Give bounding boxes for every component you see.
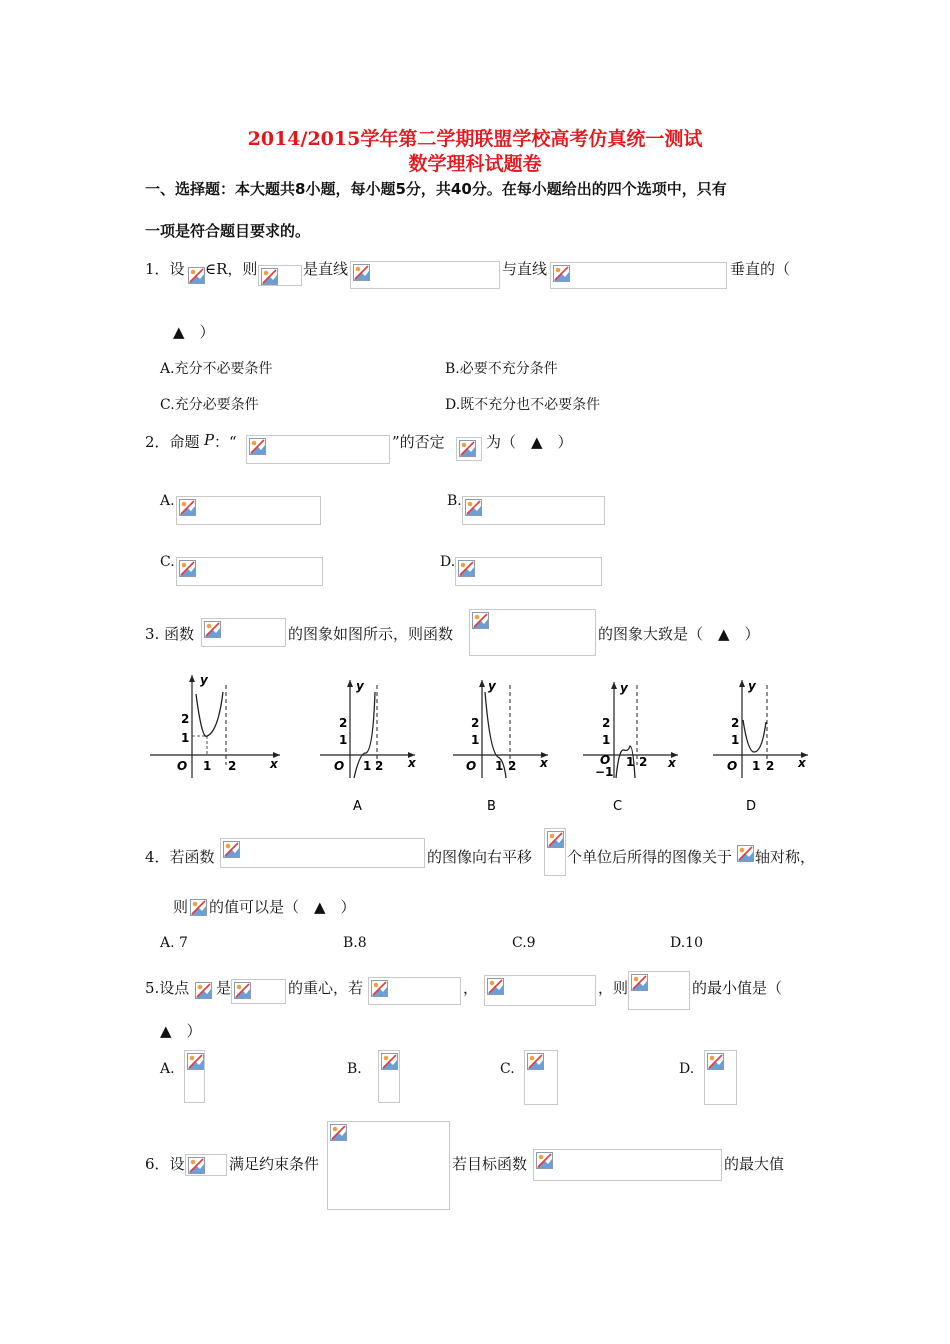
graph-label-d: D (746, 799, 757, 814)
svg-text:y: y (620, 681, 628, 695)
tick-x1: 1 (203, 759, 212, 773)
broken-image-icon (371, 980, 388, 997)
svg-text:−1: −1 (595, 765, 614, 779)
graph-label-c: C (613, 799, 623, 814)
q2-option-a-formula (176, 496, 321, 525)
svg-text:2: 2 (766, 759, 775, 773)
q3-formula-f (201, 618, 286, 647)
page-subtitle: 数学理科试题卷 (408, 153, 542, 175)
q2-option-d-label: D. (440, 554, 456, 570)
q5-option-c-formula (524, 1050, 558, 1105)
q2-proposition-p: P (204, 431, 215, 449)
broken-image-icon (195, 982, 212, 999)
y-label: y (200, 673, 208, 687)
broken-image-icon (179, 499, 196, 516)
broken-image-icon (487, 978, 504, 995)
q2-option-b-label: B. (447, 493, 462, 509)
broken-image-icon (472, 612, 489, 629)
svg-text:x: x (408, 756, 416, 770)
q4-formula-shift (544, 828, 566, 876)
q5-formula-expression (628, 971, 690, 1010)
graph-b (453, 679, 549, 778)
page-title: 2014/2015学年第二学期联盟学校高考仿真统一测试 (247, 128, 703, 150)
q1-formula-line1 (350, 261, 500, 289)
q3-formula-g (469, 609, 596, 656)
q2-formula-proposition (246, 435, 390, 464)
q2-text-3: 为（ ▲ ） (486, 433, 573, 451)
svg-text:x: x (798, 756, 806, 770)
broken-image-icon (631, 974, 648, 991)
svg-text:2: 2 (471, 716, 480, 730)
q4-option-d: D.10 (670, 935, 703, 951)
graph-d (713, 679, 808, 778)
q1-option-c: C.充分必要条件 (160, 397, 259, 413)
q4-formula-axis (735, 843, 755, 863)
broken-image-icon (330, 1124, 347, 1141)
q4-formula-function (220, 838, 425, 868)
q6-number: 6．设 (145, 1155, 185, 1173)
svg-text:1: 1 (602, 733, 611, 747)
svg-text:1: 1 (471, 733, 480, 747)
q3-graphs (140, 670, 840, 820)
q1-option-d: D.既不充分也不必要条件 (445, 397, 601, 413)
x-label: x (270, 757, 278, 771)
q1-number: 1．设 (145, 260, 185, 278)
q5-option-a-formula (184, 1050, 205, 1103)
q1-formula-a (186, 265, 206, 285)
broken-image-icon (458, 560, 475, 577)
svg-text:1: 1 (339, 733, 348, 747)
q2-option-d-formula (455, 557, 602, 586)
svg-text:O: O (334, 759, 345, 773)
svg-text:O: O (600, 753, 611, 767)
q4-text-5: 的值可以是（ ▲ ） (209, 898, 356, 916)
curve (196, 692, 223, 736)
q2-option-b-formula (462, 496, 605, 525)
svg-text:x: x (668, 756, 676, 770)
broken-image-icon (190, 899, 207, 916)
q4-option-b: B.8 (343, 935, 367, 951)
q4-formula-omega (188, 897, 208, 917)
broken-image-icon (381, 1053, 398, 1070)
q5-option-a-label: A. (160, 1061, 175, 1077)
broken-image-icon (204, 621, 221, 638)
svg-text:y: y (488, 679, 496, 693)
broken-image-icon (527, 1053, 544, 1070)
graph-label-b: B (487, 799, 496, 814)
q4-option-a: A. 7 (160, 935, 188, 951)
q1-formula-line2 (550, 262, 727, 289)
q5-text-4: ，则 (598, 979, 629, 997)
svg-text:O: O (727, 759, 738, 773)
svg-text:2: 2 (508, 759, 517, 773)
q4-option-c: C.9 (512, 935, 536, 951)
q5-formula-condition1 (368, 977, 461, 1005)
broken-image-icon (234, 982, 251, 999)
svg-text:x: x (540, 756, 548, 770)
graph-a (320, 679, 417, 778)
broken-image-icon (707, 1053, 724, 1070)
q2-option-c-formula (176, 557, 323, 586)
svg-text:y: y (356, 679, 364, 693)
broken-image-icon (179, 560, 196, 577)
q1-text-3: 与直线 (502, 260, 548, 278)
svg-text:2: 2 (375, 759, 384, 773)
q1-text-4: 垂直的（ (730, 260, 791, 278)
q6-text-3: 的最大值 (724, 1155, 785, 1173)
svg-text:y: y (748, 679, 756, 693)
q5-formula-point (193, 980, 215, 1002)
q2-option-c-label: C. (160, 554, 175, 570)
q5-formula-triangle (231, 979, 286, 1004)
q6-text-1: 满足约束条件 (229, 1155, 320, 1173)
tick-y1: 1 (181, 731, 190, 745)
q3-text-1: 的图象如图所示，则函数 (288, 625, 454, 643)
q1-text-1: ∈R，则 (205, 260, 258, 278)
broken-image-icon (536, 1152, 553, 1169)
broken-image-icon (261, 268, 278, 285)
q5-answer: ▲ ） (160, 1022, 202, 1040)
svg-text:2: 2 (339, 716, 348, 730)
svg-text:1: 1 (752, 759, 761, 773)
q5-text-1: 是 (216, 979, 232, 997)
svg-text:1: 1 (731, 733, 740, 747)
svg-text:O: O (466, 759, 477, 773)
q5-text-5: 的最小值是（ (692, 979, 783, 997)
q5-option-b-formula (378, 1050, 400, 1103)
q3-number: 3. 函数 (145, 625, 195, 643)
broken-image-icon (459, 440, 476, 457)
q4-text-1: 的图像向右平移 (427, 848, 533, 866)
q2-formula-negation (456, 437, 482, 461)
q4-text-4: 则 (173, 898, 189, 916)
q5-option-d-label: D. (679, 1061, 695, 1077)
q5-formula-condition2 (484, 975, 596, 1006)
q1-formula-condition (258, 265, 302, 286)
q6-formula-vars (185, 1154, 227, 1176)
q4-number: 4．若函数 (145, 848, 215, 866)
q2-text-2: ”的否定 (392, 433, 445, 451)
broken-image-icon (547, 831, 564, 848)
svg-text:1: 1 (495, 759, 504, 773)
q5-option-c-label: C. (500, 1061, 515, 1077)
q5-option-d-formula (704, 1050, 737, 1105)
broken-image-icon (353, 264, 370, 281)
q5-text-3: ， (463, 979, 479, 997)
broken-image-icon (553, 265, 570, 282)
broken-image-icon (188, 1157, 205, 1174)
q4-text-2: 个单位后所得的图像关于 (567, 848, 733, 866)
section-heading-line2: 一项是符合题目要求的。 (145, 222, 311, 240)
q6-text-2: 若目标函数 (452, 1155, 528, 1173)
graph-given (150, 673, 280, 778)
q6-formula-constraints (327, 1121, 450, 1210)
q1-answer: ▲ ） (173, 323, 215, 341)
q2-option-a-label: A. (160, 493, 175, 509)
origin-label: O (177, 759, 188, 773)
svg-text:2: 2 (731, 716, 740, 730)
q2-text-1: ：“ (214, 433, 237, 451)
broken-image-icon (187, 1053, 204, 1070)
q5-text-2: 的重心，若 (288, 979, 364, 997)
graph-c (583, 681, 678, 779)
svg-text:2: 2 (602, 716, 611, 730)
broken-image-icon (737, 845, 754, 862)
tick-y2: 2 (181, 712, 190, 726)
q1-option-a: A.充分不必要条件 (160, 361, 273, 377)
broken-image-icon (188, 267, 205, 284)
q3-text-2: 的图象大致是（ ▲ ） (598, 625, 760, 643)
tick-x2: 2 (228, 759, 237, 773)
svg-text:1: 1 (626, 755, 635, 769)
broken-image-icon (223, 841, 240, 858)
q1-option-b: B.必要不充分条件 (445, 361, 558, 377)
q4-text-3: 轴对称， (755, 848, 816, 866)
graph-label-a: A (353, 799, 362, 814)
section-heading-line1: 一、选择题：本大题共8小题，每小题5分，共40分。在每小题给出的四个选项中，只有 (145, 180, 727, 198)
q2-number: 2．命题 (145, 433, 200, 451)
svg-text:1: 1 (363, 759, 372, 773)
broken-image-icon (249, 438, 266, 455)
svg-text:2: 2 (639, 755, 648, 769)
q5-number: 5.设点 (145, 979, 190, 997)
q6-formula-objective (533, 1149, 722, 1181)
q5-option-b-label: B. (347, 1061, 362, 1077)
broken-image-icon (465, 499, 482, 516)
q1-text-2: 是直线 (303, 260, 349, 278)
